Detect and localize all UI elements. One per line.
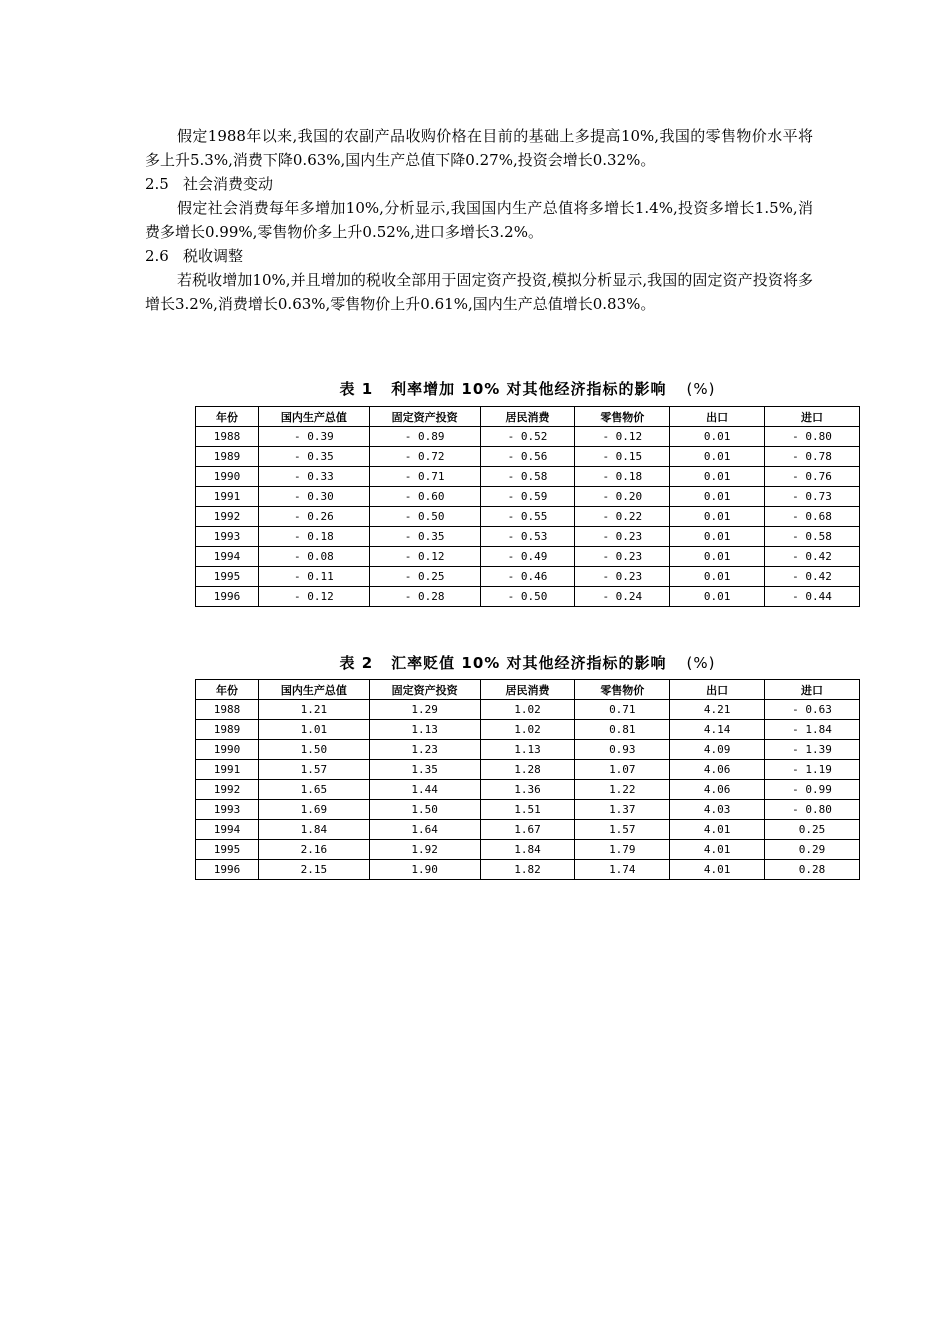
value-cell: - 0.49 — [480, 547, 575, 567]
paragraph-consumption: 假定社会消费每年多增加10%,分析显示,我国国内生产总值将多增长1.4%,投资多增长1.5%,消费多增长0.99%,零售物价多上升0.52%,进口多增长3.2%。 — [145, 199, 813, 241]
value-cell: - 0.53 — [480, 527, 575, 547]
value-cell: - 0.33 — [258, 467, 369, 487]
value-cell: - 0.30 — [258, 487, 369, 507]
value-cell: 1.02 — [480, 720, 575, 740]
value-cell: 1.02 — [480, 700, 575, 720]
value-cell: - 0.23 — [575, 567, 670, 587]
table-row — [196, 840, 860, 860]
value-cell: 0.28 — [765, 860, 860, 880]
table-row — [196, 780, 860, 800]
year-cell: 1989 — [196, 447, 259, 467]
value-cell: 0.01 — [670, 487, 765, 507]
value-cell: - 1.39 — [765, 740, 860, 760]
table-header-row — [196, 680, 860, 700]
value-cell: 1.37 — [575, 800, 670, 820]
value-cell: - 0.73 — [765, 487, 860, 507]
table-row — [196, 427, 860, 447]
value-cell: 0.01 — [670, 507, 765, 527]
value-cell: 2.16 — [258, 840, 369, 860]
value-cell: 1.07 — [575, 760, 670, 780]
value-cell: - 1.84 — [765, 720, 860, 740]
table1-label: 表 1 — [339, 380, 374, 398]
year-cell: 1990 — [196, 740, 259, 760]
year-cell: 1993 — [196, 527, 259, 547]
value-cell: 0.01 — [670, 547, 765, 567]
value-cell: - 0.08 — [258, 547, 369, 567]
value-cell: 0.01 — [670, 587, 765, 607]
value-cell: 1.13 — [480, 740, 575, 760]
value-cell: - 0.18 — [575, 467, 670, 487]
value-cell: 4.01 — [670, 840, 765, 860]
value-cell: - 0.80 — [765, 427, 860, 447]
column-header: 年份 — [196, 407, 259, 427]
value-cell: 0.81 — [575, 720, 670, 740]
value-cell: 1.57 — [575, 820, 670, 840]
section-number: 2.5 — [145, 175, 169, 193]
value-cell: - 0.35 — [369, 527, 480, 547]
table-row — [196, 760, 860, 780]
value-cell: 0.01 — [670, 427, 765, 447]
value-cell: 1.28 — [480, 760, 575, 780]
year-cell: 1990 — [196, 467, 259, 487]
table-header-row — [196, 407, 860, 427]
table1-unit: (%) — [686, 380, 716, 398]
paragraph-tax: 若税收增加10%,并且增加的税收全部用于固定资产投资,模拟分析显示,我国的固定资产投资将多增长3.2%,消费增长0.63%,零售物价上升0.61%,国内生产总值增长0.83%。 — [145, 271, 813, 313]
value-cell: 4.01 — [670, 820, 765, 840]
value-cell: - 0.58 — [765, 527, 860, 547]
value-cell: - 0.76 — [765, 467, 860, 487]
table-row — [196, 567, 860, 587]
value-cell: 0.25 — [765, 820, 860, 840]
value-cell: - 0.58 — [480, 467, 575, 487]
value-cell: 2.15 — [258, 860, 369, 880]
value-cell: 1.35 — [369, 760, 480, 780]
value-cell: 1.84 — [258, 820, 369, 840]
value-cell: - 0.56 — [480, 447, 575, 467]
value-cell: - 0.71 — [369, 467, 480, 487]
section-heading-2-5 — [145, 172, 813, 196]
value-cell: - 0.50 — [369, 507, 480, 527]
value-cell: - 0.63 — [765, 700, 860, 720]
value-cell: - 0.72 — [369, 447, 480, 467]
table2-caption — [195, 652, 860, 673]
value-cell: 1.50 — [258, 740, 369, 760]
value-cell: 4.06 — [670, 760, 765, 780]
column-header: 国内生产总值 — [258, 407, 369, 427]
value-cell: - 0.11 — [258, 567, 369, 587]
column-header: 居民消费 — [480, 680, 575, 700]
table1-title: 利率增加 10% 对其他经济指标的影响 — [391, 380, 667, 398]
value-cell: 0.93 — [575, 740, 670, 760]
table2-title: 汇率贬值 10% 对其他经济指标的影响 — [391, 654, 667, 672]
table2-label: 表 2 — [339, 654, 374, 672]
value-cell: - 0.55 — [480, 507, 575, 527]
value-cell: 4.09 — [670, 740, 765, 760]
value-cell: 1.13 — [369, 720, 480, 740]
year-cell: 1992 — [196, 780, 259, 800]
column-header: 出口 — [670, 407, 765, 427]
value-cell: 4.21 — [670, 700, 765, 720]
table-row — [196, 700, 860, 720]
section-title: 社会消费变动 — [183, 175, 274, 193]
value-cell: - 0.15 — [575, 447, 670, 467]
table-row — [196, 467, 860, 487]
value-cell: - 0.22 — [575, 507, 670, 527]
column-header: 年份 — [196, 680, 259, 700]
column-header: 国内生产总值 — [258, 680, 369, 700]
value-cell: 1.74 — [575, 860, 670, 880]
value-cell: - 0.12 — [258, 587, 369, 607]
year-cell: 1988 — [196, 427, 259, 447]
value-cell: 1.92 — [369, 840, 480, 860]
table2 — [195, 679, 860, 880]
value-cell: 1.44 — [369, 780, 480, 800]
value-cell: - 0.12 — [575, 427, 670, 447]
value-cell: - 0.25 — [369, 567, 480, 587]
column-header: 居民消费 — [480, 407, 575, 427]
column-header: 固定资产投资 — [369, 680, 480, 700]
section-number: 2.6 — [145, 247, 169, 265]
table-row — [196, 820, 860, 840]
value-cell: - 0.68 — [765, 507, 860, 527]
year-cell: 1994 — [196, 547, 259, 567]
column-header: 出口 — [670, 680, 765, 700]
value-cell: 1.79 — [575, 840, 670, 860]
table-row — [196, 447, 860, 467]
value-cell: - 0.52 — [480, 427, 575, 447]
value-cell: 0.01 — [670, 567, 765, 587]
table-row — [196, 487, 860, 507]
value-cell: 1.23 — [369, 740, 480, 760]
value-cell: 1.82 — [480, 860, 575, 880]
value-cell: - 0.50 — [480, 587, 575, 607]
year-cell: 1988 — [196, 700, 259, 720]
table-row — [196, 800, 860, 820]
value-cell: - 0.18 — [258, 527, 369, 547]
column-header: 零售物价 — [575, 680, 670, 700]
value-cell: 1.51 — [480, 800, 575, 820]
value-cell: - 0.42 — [765, 567, 860, 587]
year-cell: 1996 — [196, 587, 259, 607]
value-cell: - 0.80 — [765, 800, 860, 820]
column-header: 零售物价 — [575, 407, 670, 427]
table-row — [196, 527, 860, 547]
paragraph-price-adjustment: 假定1988年以来,我国的农副产品收购价格在目前的基础上多提高10%,我国的零售物价水平将多上升5.3%,消费下降0.63%,国内生产总值下降0.27%,投资会增长0.32%。 — [145, 127, 813, 169]
value-cell: 0.01 — [670, 447, 765, 467]
year-cell: 1996 — [196, 860, 259, 880]
value-cell: 4.14 — [670, 720, 765, 740]
value-cell: 1.57 — [258, 760, 369, 780]
value-cell: 1.69 — [258, 800, 369, 820]
value-cell: - 1.19 — [765, 760, 860, 780]
value-cell: 0.01 — [670, 467, 765, 487]
value-cell: - 0.78 — [765, 447, 860, 467]
table-row — [196, 547, 860, 567]
year-cell: 1995 — [196, 840, 259, 860]
table-row — [196, 860, 860, 880]
value-cell: 0.29 — [765, 840, 860, 860]
value-cell: - 0.59 — [480, 487, 575, 507]
value-cell: - 0.35 — [258, 447, 369, 467]
value-cell: 0.71 — [575, 700, 670, 720]
value-cell: 1.36 — [480, 780, 575, 800]
value-cell: 1.84 — [480, 840, 575, 860]
value-cell: 1.50 — [369, 800, 480, 820]
value-cell: 4.01 — [670, 860, 765, 880]
value-cell: - 0.26 — [258, 507, 369, 527]
table-row — [196, 587, 860, 607]
value-cell: 1.65 — [258, 780, 369, 800]
value-cell: 1.22 — [575, 780, 670, 800]
value-cell: - 0.24 — [575, 587, 670, 607]
value-cell: 1.01 — [258, 720, 369, 740]
value-cell: - 0.99 — [765, 780, 860, 800]
year-cell: 1992 — [196, 507, 259, 527]
value-cell: 1.67 — [480, 820, 575, 840]
year-cell: 1991 — [196, 487, 259, 507]
section-heading-2-6 — [145, 244, 813, 268]
value-cell: - 0.12 — [369, 547, 480, 567]
year-cell: 1994 — [196, 820, 259, 840]
value-cell: - 0.89 — [369, 427, 480, 447]
value-cell: 4.06 — [670, 780, 765, 800]
column-header: 固定资产投资 — [369, 407, 480, 427]
value-cell: 4.03 — [670, 800, 765, 820]
value-cell: - 0.39 — [258, 427, 369, 447]
year-cell: 1995 — [196, 567, 259, 587]
table-row — [196, 720, 860, 740]
value-cell: - 0.60 — [369, 487, 480, 507]
table-row — [196, 507, 860, 527]
column-header: 进口 — [765, 407, 860, 427]
table-row — [196, 740, 860, 760]
value-cell: 1.90 — [369, 860, 480, 880]
year-cell: 1993 — [196, 800, 259, 820]
column-header: 进口 — [765, 680, 860, 700]
value-cell: - 0.46 — [480, 567, 575, 587]
table1 — [195, 406, 860, 607]
table2-unit: (%) — [686, 654, 716, 672]
value-cell: 1.29 — [369, 700, 480, 720]
value-cell: - 0.20 — [575, 487, 670, 507]
value-cell: - 0.42 — [765, 547, 860, 567]
value-cell: - 0.23 — [575, 527, 670, 547]
body-text — [145, 124, 813, 316]
year-cell: 1989 — [196, 720, 259, 740]
value-cell: 0.01 — [670, 527, 765, 547]
section-title: 税收调整 — [183, 247, 244, 265]
value-cell: 1.64 — [369, 820, 480, 840]
table1-caption — [195, 378, 860, 399]
year-cell: 1991 — [196, 760, 259, 780]
value-cell: - 0.23 — [575, 547, 670, 567]
value-cell: 1.21 — [258, 700, 369, 720]
value-cell: - 0.44 — [765, 587, 860, 607]
value-cell: - 0.28 — [369, 587, 480, 607]
